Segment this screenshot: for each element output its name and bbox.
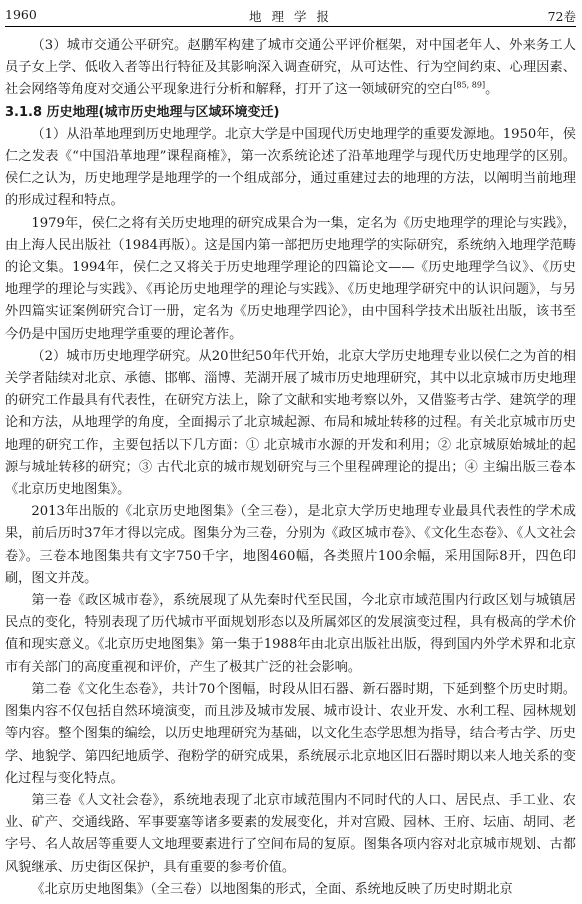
paragraph: 第一卷《政区城市卷》，系统展现了从先秦时代至民国，今北京市域范围内行政区划与城镇居民点的变化，特别表现了历代城市平面规划形态以及所属郊区的发展演变过程，具有极高的学术价值和现实意义。《北京历史地图集》第一集于1988年由北京出版社出版，得到国内外学术界和北京市有关部门的高度重视和评价，产生了极其广泛的社会影响。 — [5, 593, 576, 675]
volume-label: 72卷 — [547, 9, 576, 24]
paragraph: 1979年，侯仁之将有关历史地理的研究成果合为一集，定名为《历史地理学的理论与实践》，由上海人民出版社（1984再版）。这是国内第一部把历史地理学的实际研究，系统纳入地理学范畴的论文集。1994年，侯仁之又将关于历史地理学理论的四篇论文——《历史地理学刍议》、《历史地理学的理论与实践》、《再论历史地理学的理论与实践》、《历史地理学研究中的认识问题》，与另外四篇实证案例研究合订一册，定名为《历史地理学四论》，由中国科学技术出版社出版，该书至今仍是中国历史地理学重要的理论著作。 — [5, 215, 576, 342]
article-body — [5, 35, 576, 901]
running-header — [5, 6, 576, 27]
section-heading: 3.1.8 历史地理(城市历史地理与区域环境变迁) — [5, 104, 280, 120]
paragraph: 第二卷《文化生态卷》，共计70个图幅，时段从旧石器、新石器时期，下延到整个历史时期。图集内容不仅包括自然环境演变，而且涉及城市发展、城市设计、农业开发、水利工程、园林规划等内容。整个图集的编绘，以历史地理研究为基础，以文化生态学思想为指导，结合考古学、历史学、地貌学、第四纪地质学、孢粉学的研究成果，系统展示北京地区旧石器时期以来人地关系的变化过程与变化特点。 — [5, 681, 576, 786]
paragraph: （2）城市历史地理学研究。从20世纪50年代开始，北京大学历史地理专业以侯仁之为首的相关学者陆续对北京、承德、邯郸、淄博、芜湖开展了城市历史地理研究，其中以北京城市历史地理的研究工作最具有代表性，在研究方法上，除了文献和实地考察以外，又借鉴考古学、建筑学的理论和方法，从地理学的角度，全面揭示了北京城起源、布局和城址转移的过程。有关北京城市历史地理的研究工作，主要包括以下几方面：① 北京城市水源的开发和利用；② 北京城原始城址的起源与城址转移的研究；③ 古代北京的城市规划研究与三个里程碑理论的提出；④ 主编出版三卷本《北京历史地图集》。 — [5, 348, 576, 498]
paragraph-end: 。 — [485, 82, 499, 98]
paragraph-transport-equity — [5, 35, 576, 102]
paragraph: （1）从沿革地理到历史地理学。北京大学是中国现代历史地理学的重要发源地。1950年，侯仁之发表《“中国沿革地理”课程商榷》，第一次系统论述了沿革地理学与现代历史地理学的区别。侯仁之认为，历史地理学是地理学的一个组成部分，通过重建过去的地理的方法，以阐明当前地理的形成过程和特点。 — [5, 126, 576, 209]
paragraph-text: （3）城市交通公平研究。赵鹏军构建了城市交通公平评价框架，对中国老年人、外来务工人员子女上学、低收入者等出行特征及其影响深入调查研究，从可达性、行为空间约束、心理因素、社会网络等角度对交通公平现象进行分析和解释，打开了这一领域研究的空白 — [5, 38, 576, 98]
citation-ref: [85, 89] — [453, 81, 486, 91]
paragraph: 第三卷《人文社会卷》，系统地表现了北京市域范围内不同时代的人口、居民点、手工业、农业、矿产、交通线路、军事要塞等诸多要素的发展变化，并对宫殿、园林、王府、坛庙、胡同、老字号、名人故居等重要人文地理要素进行了空间布局的复原。图集各项内容对北京城市规划、古都风貌继承、历史街区保护，具有重要的参考价值。 — [5, 792, 576, 875]
journal-title: 地 理 学 报 — [249, 9, 332, 24]
page-number: 1960 — [5, 7, 37, 22]
paragraph: 《北京历史地图集》（全三卷）以地图集的形式，全面、系统地反映了历史时期北京 — [31, 881, 513, 897]
paragraph: 2013年出版的《北京历史地图集》（全三卷），是北京大学历史地理专业最具代表性的学术成果，前后历时37年才得以完成。图集分为三卷，分别为《政区城市卷》、《文化生态卷》、《人文社会卷》。三卷本地图集共有文字750千字，地图460幅，各类照片100余幅，采用国际8开，四色印刷，图文并茂。 — [5, 504, 576, 586]
